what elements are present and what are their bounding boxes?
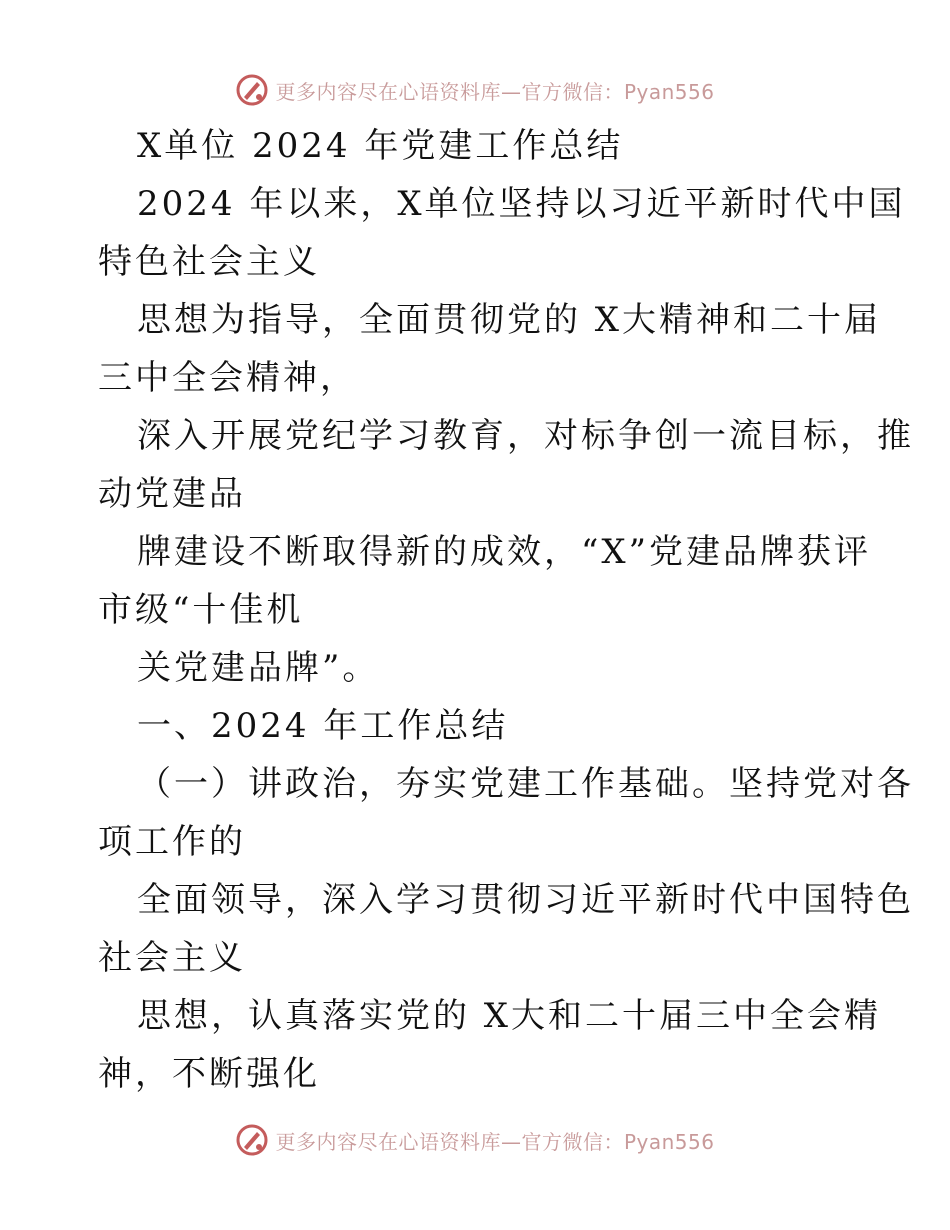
watermark-banner-top — [0, 70, 950, 110]
paragraph-line: 关党建品牌”。 — [137, 648, 380, 688]
paragraph-line: （一）讲政治，夯实党建工作基础。坚持党对各 — [137, 764, 914, 804]
paragraph-line: 特色社会主义 — [98, 242, 320, 282]
paragraph-line: 思想，认真落实党的 X大和二十届三中全会精 — [137, 996, 882, 1036]
section-heading: 一、2024 年工作总结 — [137, 706, 509, 746]
document-title: X单位 2024 年党建工作总结 — [137, 126, 624, 166]
paragraph-line: 深入开展党纪学习教育，对标争创一流目标，推 — [137, 416, 914, 456]
paragraph-line: 市级“十佳机 — [98, 590, 304, 630]
paragraph-line: 全面领导，深入学习贯彻习近平新时代中国特色 — [137, 880, 914, 920]
seal-logo-icon — [235, 73, 269, 107]
seal-logo-icon — [235, 1123, 269, 1157]
paragraph-line: 2024 年以来，X单位坚持以习近平新时代中国 — [137, 184, 906, 224]
paragraph-line: 神，不断强化 — [98, 1054, 320, 1094]
watermark-banner-bottom — [0, 1120, 950, 1160]
paragraph-line: 牌建设不断取得新的成效，“X”党建品牌获评 — [137, 532, 871, 572]
paragraph-line: 思想为指导，全面贯彻党的 X大精神和二十届 — [137, 300, 882, 340]
paragraph-line: 社会主义 — [98, 938, 246, 978]
watermark-text: 更多内容尽在心语资料库—官方微信：Pyan556 — [275, 79, 715, 104]
paragraph-line: 三中全会精神， — [98, 358, 357, 398]
paragraph-line: 动党建品 — [98, 474, 246, 514]
watermark-text: 更多内容尽在心语资料库—官方微信：Pyan556 — [275, 1129, 715, 1154]
paragraph-line: 项工作的 — [98, 822, 246, 862]
